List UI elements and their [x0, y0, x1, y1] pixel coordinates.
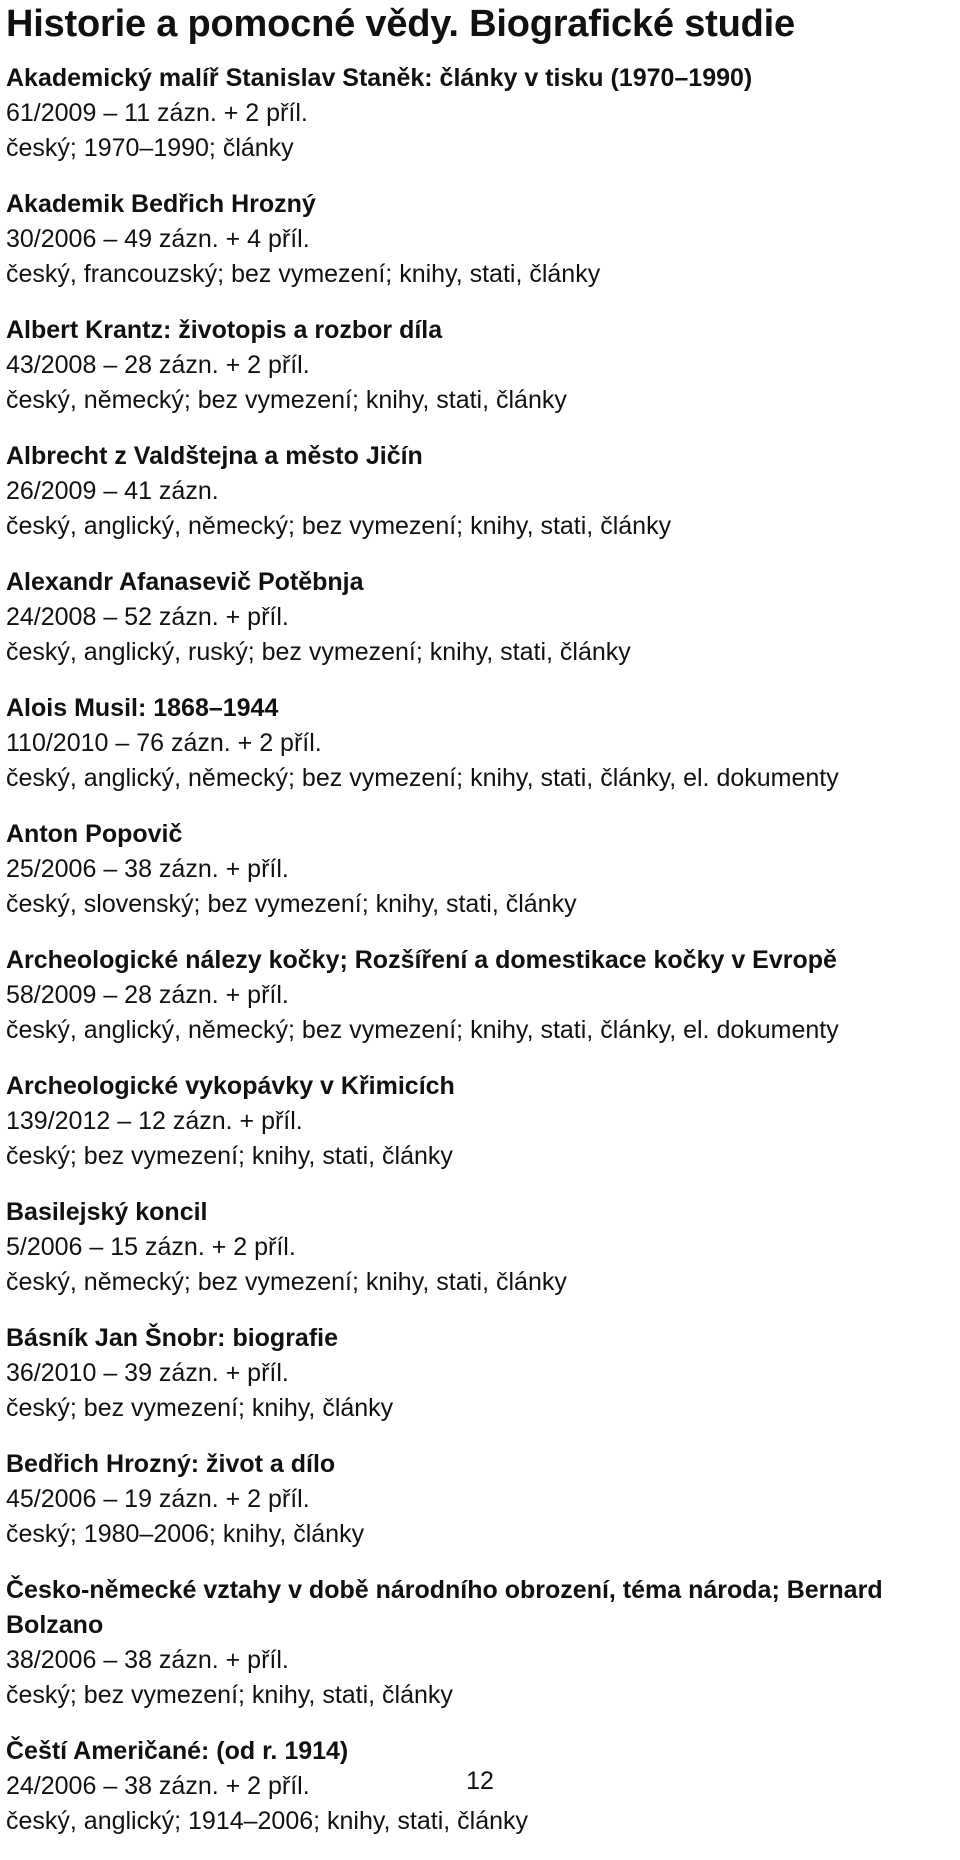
entry-description: český, anglický; 1914–2006; knihy, stati, články	[6, 1807, 529, 1835]
entry-meta: 58/2009 – 28 zázn. + příl.	[6, 981, 289, 1009]
entry-description: český, anglický, německý; bez vymezení; knihy, stati, články	[6, 512, 672, 540]
list-item	[6, 1447, 954, 1552]
entry-description: český; 1970–1990; články	[6, 134, 294, 162]
entry-title: Anton Popovič	[6, 820, 183, 848]
list-item	[6, 61, 954, 166]
entry-meta: 25/2006 – 38 zázn. + příl.	[6, 855, 289, 883]
entry-description: český; bez vymezení; knihy, články	[6, 1394, 394, 1422]
document-page	[6, 0, 954, 1860]
entry-description: český, německý; bez vymezení; knihy, stati, články	[6, 386, 567, 414]
list-item	[6, 691, 954, 796]
entry-title: Akademik Bedřich Hrozný	[6, 190, 316, 218]
page-number: 12	[466, 1767, 494, 1795]
list-item	[6, 1321, 954, 1426]
entry-description: český, anglický, německý; bez vymezení; knihy, stati, články, el. dokumenty	[6, 1016, 839, 1044]
list-item	[6, 565, 954, 670]
entry-title: Albert Krantz: životopis a rozbor díla	[6, 316, 443, 344]
entry-title: Česko-německé vztahy v době národního obrození, téma národa; Bernard Bolzano	[6, 1576, 883, 1639]
entry-meta: 24/2006 – 38 zázn. + 2 příl.	[6, 1772, 310, 1800]
entry-title: Akademický malíř Stanislav Staněk: články v tisku (1970–1990)	[6, 64, 753, 92]
entry-meta: 45/2006 – 19 zázn. + 2 příl.	[6, 1485, 310, 1513]
entry-description: český, slovenský; bez vymezení; knihy, stati, články	[6, 890, 577, 918]
list-item	[6, 1069, 954, 1174]
entry-list	[6, 61, 954, 1839]
entry-meta: 110/2010 – 76 zázn. + 2 příl.	[6, 729, 322, 757]
entry-meta: 139/2012 – 12 zázn. + příl.	[6, 1107, 303, 1135]
entry-description: český; 1980–2006; knihy, články	[6, 1520, 365, 1548]
entry-title: Archeologické vykopávky v Křimicích	[6, 1072, 455, 1100]
entry-description: český, německý; bez vymezení; knihy, stati, články	[6, 1268, 567, 1296]
entry-title: Archeologické nálezy kočky; Rozšíření a domestikace kočky v Evropě	[6, 946, 837, 974]
entry-title: Bedřich Hrozný: život a dílo	[6, 1450, 336, 1478]
list-item	[6, 313, 954, 418]
entry-title: Alois Musil: 1868–1944	[6, 694, 279, 722]
entry-meta: 26/2009 – 41 zázn.	[6, 477, 219, 505]
entry-meta: 36/2010 – 39 zázn. + příl.	[6, 1359, 289, 1387]
entry-description: český; bez vymezení; knihy, stati, články	[6, 1681, 453, 1709]
list-item	[6, 439, 954, 544]
entry-description: český, anglický, německý; bez vymezení; knihy, stati, články, el. dokumenty	[6, 764, 839, 792]
entry-title: Básník Jan Šnobr: biografie	[6, 1324, 339, 1352]
entry-description: český, anglický, ruský; bez vymezení; knihy, stati, články	[6, 638, 631, 666]
entry-title: Albrecht z Valdštejna a město Jičín	[6, 442, 423, 470]
entry-meta: 24/2008 – 52 zázn. + příl.	[6, 603, 289, 631]
entry-description: český; bez vymezení; knihy, stati, články	[6, 1142, 453, 1170]
entry-title: Basilejský koncil	[6, 1198, 208, 1226]
list-item	[6, 1573, 954, 1713]
list-item	[6, 943, 954, 1048]
entry-meta: 30/2006 – 49 zázn. + 4 příl.	[6, 225, 310, 253]
entry-meta: 61/2009 – 11 zázn. + 2 příl.	[6, 99, 308, 127]
entry-meta: 38/2006 – 38 zázn. + příl.	[6, 1646, 289, 1674]
entry-meta: 5/2006 – 15 zázn. + 2 příl.	[6, 1233, 296, 1261]
list-item	[6, 1195, 954, 1300]
entry-meta: 43/2008 – 28 zázn. + 2 příl.	[6, 351, 310, 379]
list-item	[6, 187, 954, 292]
entry-title: Alexandr Afanasevič Potěbnja	[6, 568, 364, 596]
page-title: Historie a pomocné vědy. Biografické studie	[6, 3, 795, 45]
entry-title: Čeští Američané: (od r. 1914)	[6, 1737, 349, 1765]
entry-description: český, francouzský; bez vymezení; knihy, stati, články	[6, 260, 601, 288]
list-item	[6, 817, 954, 922]
